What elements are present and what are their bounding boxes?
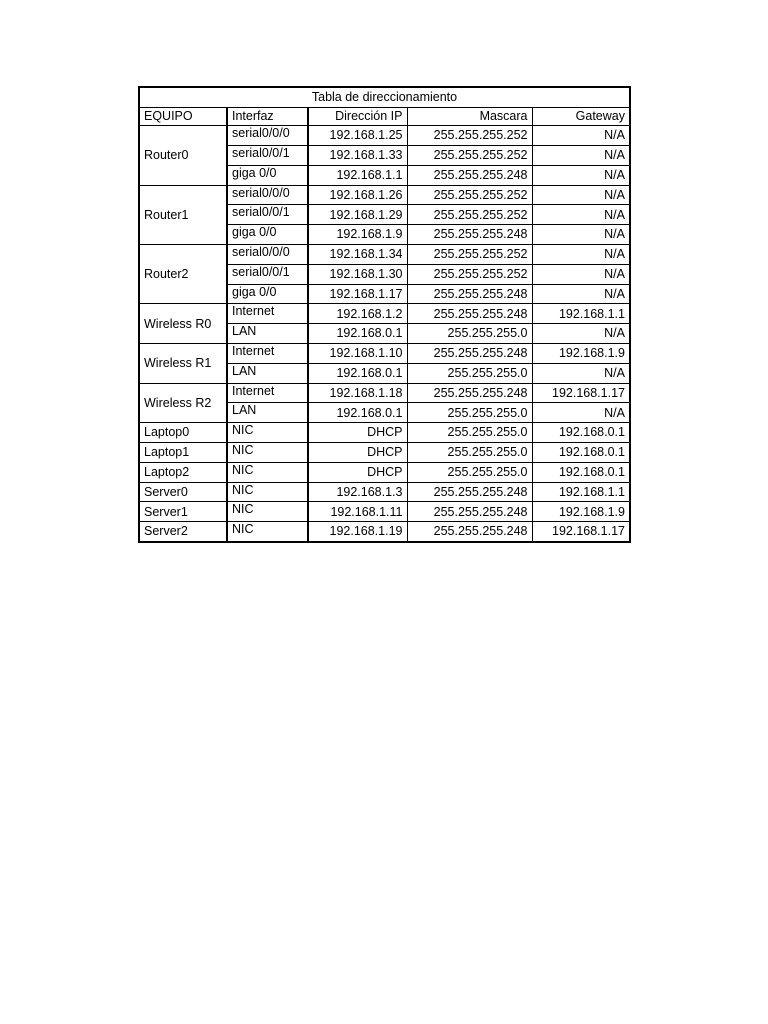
ip-cell: 192.168.1.19 (308, 522, 407, 542)
interface-cell: LAN (227, 403, 308, 423)
ip-cell: 192.168.1.18 (308, 383, 407, 403)
interface-cell: NIC (227, 423, 308, 443)
mask-cell: 255.255.255.248 (407, 502, 532, 522)
interface-cell: serial0/0/1 (227, 205, 308, 225)
gateway-cell: N/A (532, 165, 630, 185)
ip-cell: 192.168.1.33 (308, 146, 407, 166)
mask-cell: 255.255.255.248 (407, 284, 532, 304)
mask-cell: 255.255.255.248 (407, 383, 532, 403)
device-cell: Wireless R2 (139, 383, 227, 423)
ip-cell: DHCP (308, 443, 407, 463)
mask-cell: 255.255.255.252 (407, 185, 532, 205)
table-row (139, 482, 630, 502)
interface-cell: Internet (227, 304, 308, 324)
ip-cell: 192.168.1.3 (308, 482, 407, 502)
interface-cell: serial0/0/1 (227, 146, 308, 166)
mask-cell: 255.255.255.252 (407, 245, 532, 265)
interface-cell: serial0/0/0 (227, 185, 308, 205)
table-row (139, 502, 630, 522)
table-row (139, 126, 630, 146)
gateway-cell: 192.168.1.1 (532, 482, 630, 502)
table-row (139, 462, 630, 482)
gateway-cell: N/A (532, 146, 630, 166)
ip-cell: DHCP (308, 423, 407, 443)
device-cell: Server2 (139, 522, 227, 542)
device-cell: Router0 (139, 126, 227, 185)
ip-cell: 192.168.1.30 (308, 264, 407, 284)
mask-cell: 255.255.255.252 (407, 264, 532, 284)
device-cell: Laptop1 (139, 443, 227, 463)
device-cell: Router2 (139, 245, 227, 304)
mask-cell: 255.255.255.0 (407, 462, 532, 482)
ip-cell: 192.168.0.1 (308, 324, 407, 344)
interface-cell: serial0/0/1 (227, 264, 308, 284)
mask-cell: 255.255.255.0 (407, 363, 532, 383)
gateway-cell: N/A (532, 225, 630, 245)
device-cell: Wireless R1 (139, 344, 227, 384)
ip-cell: 192.168.1.17 (308, 284, 407, 304)
gateway-cell: N/A (532, 324, 630, 344)
ip-cell: 192.168.1.10 (308, 344, 407, 364)
gateway-cell: 192.168.1.17 (532, 383, 630, 403)
ip-cell: 192.168.0.1 (308, 403, 407, 423)
header-equipo: EQUIPO (139, 107, 227, 126)
interface-cell: NIC (227, 443, 308, 463)
gateway-cell: N/A (532, 403, 630, 423)
header-interfaz: Interfaz (227, 107, 308, 126)
interface-cell: NIC (227, 522, 308, 542)
gateway-cell: N/A (532, 363, 630, 383)
gateway-cell: N/A (532, 126, 630, 146)
gateway-cell: 192.168.0.1 (532, 443, 630, 463)
table-row (139, 245, 630, 265)
mask-cell: 255.255.255.0 (407, 403, 532, 423)
table-row (139, 423, 630, 443)
ip-cell: 192.168.1.26 (308, 185, 407, 205)
gateway-cell: 192.168.1.17 (532, 522, 630, 542)
gateway-cell: 192.168.0.1 (532, 462, 630, 482)
mask-cell: 255.255.255.252 (407, 205, 532, 225)
interface-cell: Internet (227, 344, 308, 364)
device-cell: Server0 (139, 482, 227, 502)
table-row (139, 344, 630, 364)
interface-cell: LAN (227, 363, 308, 383)
device-cell: Wireless R0 (139, 304, 227, 344)
header-gateway: Gateway (532, 107, 630, 126)
mask-cell: 255.255.255.248 (407, 522, 532, 542)
gateway-cell: N/A (532, 185, 630, 205)
ip-cell: 192.168.1.9 (308, 225, 407, 245)
interface-cell: giga 0/0 (227, 225, 308, 245)
mask-cell: 255.255.255.0 (407, 423, 532, 443)
gateway-cell: N/A (532, 284, 630, 304)
mask-cell: 255.255.255.248 (407, 482, 532, 502)
mask-cell: 255.255.255.252 (407, 146, 532, 166)
interface-cell: giga 0/0 (227, 284, 308, 304)
interface-cell: NIC (227, 462, 308, 482)
mask-cell: 255.255.255.248 (407, 344, 532, 364)
gateway-cell: 192.168.1.1 (532, 304, 630, 324)
interface-cell: NIC (227, 482, 308, 502)
gateway-cell: 192.168.1.9 (532, 344, 630, 364)
device-cell: Server1 (139, 502, 227, 522)
table-row (139, 522, 630, 542)
gateway-cell: 192.168.1.9 (532, 502, 630, 522)
interface-cell: Internet (227, 383, 308, 403)
mask-cell: 255.255.255.252 (407, 126, 532, 146)
table-row (139, 443, 630, 463)
gateway-cell: N/A (532, 205, 630, 225)
ip-cell: DHCP (308, 462, 407, 482)
addressing-table-body (139, 87, 630, 542)
header-mask: Mascara (407, 107, 532, 126)
mask-cell: 255.255.255.248 (407, 225, 532, 245)
table-header-row (139, 107, 630, 126)
gateway-cell: N/A (532, 245, 630, 265)
table-row (139, 185, 630, 205)
interface-cell: serial0/0/0 (227, 245, 308, 265)
table-row (139, 383, 630, 403)
mask-cell: 255.255.255.0 (407, 324, 532, 344)
device-cell: Laptop0 (139, 423, 227, 443)
interface-cell: giga 0/0 (227, 165, 308, 185)
mask-cell: 255.255.255.248 (407, 165, 532, 185)
ip-cell: 192.168.1.11 (308, 502, 407, 522)
ip-cell: 192.168.1.29 (308, 205, 407, 225)
header-ip: Dirección IP (308, 107, 407, 126)
mask-cell: 255.255.255.0 (407, 443, 532, 463)
gateway-cell: 192.168.0.1 (532, 423, 630, 443)
addressing-table (138, 86, 631, 543)
ip-cell: 192.168.1.34 (308, 245, 407, 265)
ip-cell: 192.168.1.2 (308, 304, 407, 324)
device-cell: Router1 (139, 185, 227, 244)
interface-cell: NIC (227, 502, 308, 522)
interface-cell: serial0/0/0 (227, 126, 308, 146)
ip-cell: 192.168.1.25 (308, 126, 407, 146)
table-title: Tabla de direccionamiento (139, 87, 630, 107)
table-row (139, 304, 630, 324)
device-cell: Laptop2 (139, 462, 227, 482)
ip-cell: 192.168.1.1 (308, 165, 407, 185)
mask-cell: 255.255.255.248 (407, 304, 532, 324)
interface-cell: LAN (227, 324, 308, 344)
table-title-row (139, 87, 630, 107)
ip-cell: 192.168.0.1 (308, 363, 407, 383)
gateway-cell: N/A (532, 264, 630, 284)
